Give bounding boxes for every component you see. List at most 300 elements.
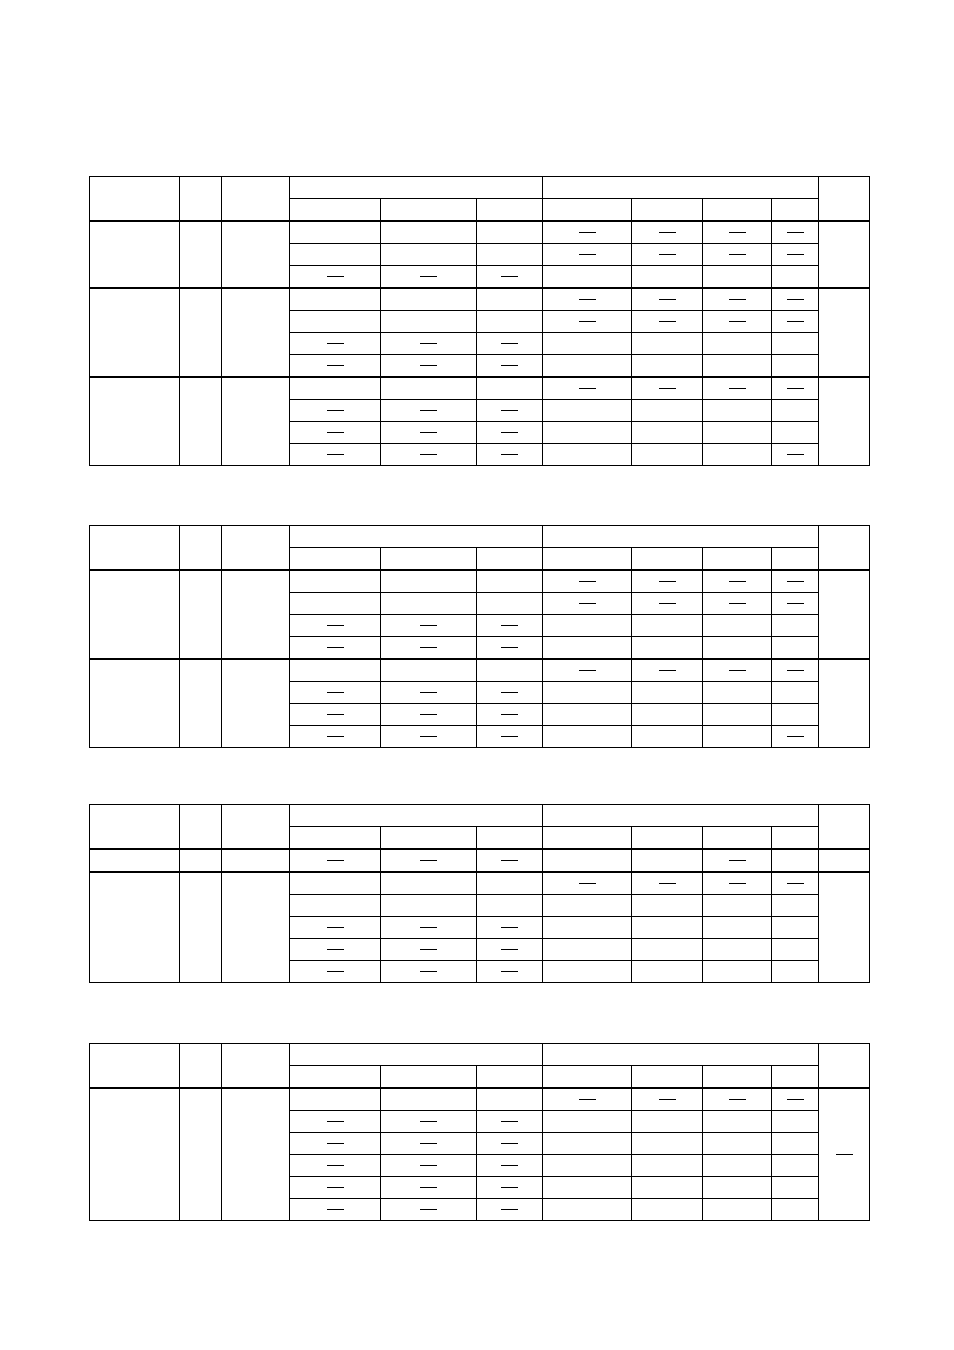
table-cell: [477, 1111, 543, 1133]
table-cell: [543, 1088, 632, 1111]
table-cell: [632, 266, 703, 289]
subheader-cell: [290, 199, 381, 222]
table-cell: [381, 266, 477, 289]
table-cell: [632, 849, 703, 872]
table-cell: [632, 682, 703, 704]
table-row: [90, 659, 870, 682]
table-cell: [477, 849, 543, 872]
group-label-cell: [90, 659, 180, 748]
table-cell: [477, 872, 543, 895]
dash-mark: [501, 625, 518, 626]
table-cell: [290, 637, 381, 660]
table-cell: [772, 872, 819, 895]
group-label-cell: [90, 570, 180, 659]
table-cell: [477, 895, 543, 917]
header-cell: [90, 1044, 180, 1089]
dash-mark: [787, 581, 804, 582]
table-cell: [543, 849, 632, 872]
table-cell: [632, 704, 703, 726]
table-cell: [477, 422, 543, 444]
table-cell: [290, 961, 381, 983]
dash-mark: [729, 299, 746, 300]
dash-mark: [420, 625, 437, 626]
group-label-cell: [222, 377, 290, 466]
table-cell: [381, 244, 477, 266]
group-label-cell: [90, 288, 180, 377]
table-cell: [632, 288, 703, 311]
table-cell: [543, 637, 632, 660]
dash-mark: [327, 432, 344, 433]
dash-mark: [501, 454, 518, 455]
table-cell: [290, 895, 381, 917]
group-label-cell: [222, 570, 290, 659]
table-cell: [477, 221, 543, 244]
dash-mark: [729, 254, 746, 255]
subheader-cell: [703, 1066, 772, 1089]
table-cell: [632, 872, 703, 895]
table-cell: [477, 682, 543, 704]
table-cell: [290, 311, 381, 333]
group-label-cell: [180, 288, 222, 377]
table-cell: [381, 659, 477, 682]
table-cell: [772, 939, 819, 961]
dash-mark: [579, 254, 596, 255]
group-label-cell: [180, 1088, 222, 1221]
dash-mark: [501, 927, 518, 928]
table-cell: [381, 221, 477, 244]
table-cell: [381, 682, 477, 704]
dash-mark: [579, 670, 596, 671]
group-label-cell: [180, 659, 222, 748]
table-cell: [290, 422, 381, 444]
dash-mark: [659, 883, 676, 884]
dash-mark: [420, 860, 437, 861]
table-cell: [381, 1133, 477, 1155]
table-cell: [477, 659, 543, 682]
subheader-cell: [477, 1066, 543, 1089]
table-cell: [381, 1155, 477, 1177]
table-cell: [381, 895, 477, 917]
table-cell: [477, 355, 543, 378]
subheader-cell: [772, 827, 819, 850]
table-cell: [772, 849, 819, 872]
table-cell: [381, 444, 477, 466]
dash-mark: [579, 883, 596, 884]
dash-mark: [327, 971, 344, 972]
table-cell: [543, 1133, 632, 1155]
dash-mark: [787, 670, 804, 671]
header-cell: [180, 177, 222, 222]
dash-mark: [501, 1121, 518, 1122]
table-cell: [290, 244, 381, 266]
dash-mark: [420, 1121, 437, 1122]
subheader-cell: [703, 199, 772, 222]
header-group-cell: [543, 177, 819, 199]
table-cell: [703, 1199, 772, 1221]
table-cell: [703, 1088, 772, 1111]
table-cell: [543, 917, 632, 939]
dash-mark: [420, 1187, 437, 1188]
table-cell: [632, 637, 703, 660]
table-cell: [290, 682, 381, 704]
dash-mark: [420, 276, 437, 277]
dash-mark: [327, 276, 344, 277]
dash-mark: [659, 388, 676, 389]
table-cell: [543, 377, 632, 400]
table-cell: [290, 444, 381, 466]
group-remark-cell: [819, 849, 870, 872]
subheader-cell: [477, 827, 543, 850]
header-group-cell: [290, 805, 543, 827]
table-cell: [290, 615, 381, 637]
subheader-cell: [290, 827, 381, 850]
table-cell: [290, 221, 381, 244]
data-table-1: [89, 176, 870, 466]
group-label-cell: [180, 221, 222, 288]
table-cell: [290, 377, 381, 400]
dash-mark: [501, 410, 518, 411]
table-cell: [290, 872, 381, 895]
dash-mark: [659, 232, 676, 233]
table-cell: [477, 244, 543, 266]
table-cell: [772, 593, 819, 615]
table-cell: [703, 288, 772, 311]
header-cell: [819, 1044, 870, 1089]
table-cell: [381, 570, 477, 593]
table-cell: [477, 570, 543, 593]
table-cell: [381, 1177, 477, 1199]
header-cell: [222, 177, 290, 222]
header-group-cell: [543, 805, 819, 827]
table-cell: [772, 1177, 819, 1199]
header-row: [90, 177, 870, 199]
table-cell: [290, 1088, 381, 1111]
header-cell: [90, 177, 180, 222]
subheader-cell: [632, 827, 703, 850]
table-cell: [772, 1133, 819, 1155]
table-cell: [381, 333, 477, 355]
subheader-cell: [477, 548, 543, 571]
group-label-cell: [180, 570, 222, 659]
dash-mark: [787, 299, 804, 300]
table-cell: [477, 726, 543, 748]
subheader-cell: [477, 199, 543, 222]
group-label-cell: [222, 872, 290, 983]
table-cell: [703, 849, 772, 872]
header-group-cell: [290, 177, 543, 199]
table-cell: [290, 266, 381, 289]
group-label-cell: [222, 849, 290, 872]
table-cell: [703, 266, 772, 289]
table-cell: [381, 939, 477, 961]
subheader-cell: [290, 1066, 381, 1089]
table-cell: [381, 637, 477, 660]
header-group-cell: [290, 1044, 543, 1066]
table-cell: [703, 244, 772, 266]
table-cell: [381, 726, 477, 748]
table-cell: [290, 704, 381, 726]
table-cell: [290, 849, 381, 872]
dash-mark: [659, 670, 676, 671]
table-cell: [703, 704, 772, 726]
table-cell: [543, 221, 632, 244]
table-cell: [543, 872, 632, 895]
dash-mark: [501, 1165, 518, 1166]
subheader-cell: [772, 199, 819, 222]
dash-mark: [420, 971, 437, 972]
table-cell: [632, 422, 703, 444]
header-group-cell: [543, 1044, 819, 1066]
table-cell: [772, 221, 819, 244]
header-group-cell: [543, 526, 819, 548]
dash-mark: [501, 692, 518, 693]
dash-mark: [659, 254, 676, 255]
table-cell: [381, 704, 477, 726]
table-cell: [290, 333, 381, 355]
dash-mark: [729, 670, 746, 671]
table-cell: [381, 1111, 477, 1133]
dash-mark: [327, 1143, 344, 1144]
table-cell: [632, 1199, 703, 1221]
table-cell: [772, 444, 819, 466]
dash-mark: [420, 647, 437, 648]
table-cell: [703, 1133, 772, 1155]
table-cell: [477, 311, 543, 333]
table-cell: [477, 615, 543, 637]
table-cell: [632, 444, 703, 466]
subheader-cell: [543, 199, 632, 222]
dash-mark: [729, 603, 746, 604]
table-cell: [381, 961, 477, 983]
subheader-cell: [381, 548, 477, 571]
table-cell: [703, 961, 772, 983]
table-cell: [543, 570, 632, 593]
header-cell: [180, 526, 222, 571]
table-cell: [772, 333, 819, 355]
table-cell: [381, 288, 477, 311]
dash-mark: [659, 1099, 676, 1100]
table-row: [90, 849, 870, 872]
table-cell: [772, 895, 819, 917]
dash-mark: [420, 454, 437, 455]
table-cell: [703, 615, 772, 637]
table-cell: [543, 400, 632, 422]
subheader-cell: [543, 548, 632, 571]
table-cell: [543, 1111, 632, 1133]
table-cell: [772, 637, 819, 660]
table-cell: [543, 1155, 632, 1177]
dash-mark: [327, 860, 344, 861]
table-cell: [381, 593, 477, 615]
dash-mark: [787, 1099, 804, 1100]
table-cell: [477, 266, 543, 289]
dash-mark: [327, 1209, 344, 1210]
table-cell: [772, 704, 819, 726]
dash-mark: [327, 1187, 344, 1188]
group-label-cell: [90, 377, 180, 466]
table-cell: [543, 311, 632, 333]
group-label-cell: [180, 872, 222, 983]
table-cell: [703, 570, 772, 593]
table-cell: [477, 704, 543, 726]
table-cell: [477, 377, 543, 400]
table-cell: [477, 1133, 543, 1155]
table-cell: [543, 444, 632, 466]
table-cell: [632, 1088, 703, 1111]
table-cell: [703, 939, 772, 961]
dash-mark: [579, 321, 596, 322]
table-cell: [290, 1111, 381, 1133]
dash-mark: [420, 365, 437, 366]
table-cell: [381, 1199, 477, 1221]
dash-mark: [501, 1187, 518, 1188]
subheader-cell: [381, 199, 477, 222]
subheader-cell: [772, 1066, 819, 1089]
group-label-cell: [222, 659, 290, 748]
table-cell: [703, 659, 772, 682]
table-cell: [543, 288, 632, 311]
table-cell: [772, 1155, 819, 1177]
header-row: [90, 805, 870, 827]
table-cell: [381, 917, 477, 939]
group-label-cell: [222, 221, 290, 288]
header-cell: [90, 526, 180, 571]
group-label-cell: [90, 849, 180, 872]
table-cell: [290, 726, 381, 748]
dash-mark: [327, 410, 344, 411]
table-cell: [772, 377, 819, 400]
table-cell: [290, 1155, 381, 1177]
table-cell: [632, 244, 703, 266]
dash-mark: [501, 860, 518, 861]
dash-mark: [501, 714, 518, 715]
dash-mark: [787, 454, 804, 455]
table-cell: [381, 1088, 477, 1111]
data-table-3: [89, 804, 870, 983]
table-cell: [703, 422, 772, 444]
header-cell: [819, 177, 870, 222]
table-cell: [772, 288, 819, 311]
dash-mark: [579, 388, 596, 389]
table-cell: [290, 288, 381, 311]
table-cell: [290, 1199, 381, 1221]
table-cell: [703, 637, 772, 660]
table-cell: [477, 1088, 543, 1111]
table-cell: [703, 726, 772, 748]
dash-mark: [420, 736, 437, 737]
table-cell: [477, 593, 543, 615]
subheader-cell: [543, 1066, 632, 1089]
dash-mark: [787, 603, 804, 604]
group-label-cell: [90, 872, 180, 983]
table-cell: [632, 400, 703, 422]
table-cell: [772, 1088, 819, 1111]
group-label-cell: [90, 1088, 180, 1221]
table-cell: [543, 615, 632, 637]
dash-mark: [787, 883, 804, 884]
table-row: [90, 221, 870, 244]
table-cell: [381, 872, 477, 895]
table-cell: [772, 311, 819, 333]
dash-mark: [729, 232, 746, 233]
subheader-cell: [772, 548, 819, 571]
dash-mark: [501, 647, 518, 648]
dash-mark: [420, 343, 437, 344]
table-cell: [543, 726, 632, 748]
dash-mark: [327, 736, 344, 737]
table-cell: [772, 917, 819, 939]
table-cell: [543, 659, 632, 682]
table-cell: [772, 615, 819, 637]
dash-mark: [327, 949, 344, 950]
dash-mark: [659, 603, 676, 604]
header-group-cell: [290, 526, 543, 548]
dash-mark: [420, 949, 437, 950]
dash-mark: [579, 232, 596, 233]
table-cell: [381, 400, 477, 422]
table-cell: [381, 615, 477, 637]
header-cell: [222, 805, 290, 850]
table-row: [90, 377, 870, 400]
table-cell: [477, 939, 543, 961]
table-cell: [543, 1177, 632, 1199]
table-cell: [772, 961, 819, 983]
dash-mark: [420, 410, 437, 411]
table-cell: [703, 593, 772, 615]
dash-mark: [787, 388, 804, 389]
dash-mark: [327, 343, 344, 344]
dash-mark: [729, 1099, 746, 1100]
table-cell: [543, 1199, 632, 1221]
table-cell: [703, 400, 772, 422]
table-cell: [290, 593, 381, 615]
subheader-cell: [290, 548, 381, 571]
table-row: [90, 1088, 870, 1111]
subheader-cell: [543, 827, 632, 850]
table-cell: [632, 917, 703, 939]
table-cell: [772, 1199, 819, 1221]
table-row: [90, 288, 870, 311]
subheader-cell: [381, 827, 477, 850]
table-cell: [290, 1177, 381, 1199]
table-cell: [632, 659, 703, 682]
table-cell: [772, 266, 819, 289]
group-remark-cell: [819, 1088, 870, 1221]
header-row: [90, 526, 870, 548]
dash-mark: [420, 714, 437, 715]
dash-mark: [729, 388, 746, 389]
group-remark-cell: [819, 221, 870, 288]
table-cell: [772, 244, 819, 266]
table-cell: [290, 1133, 381, 1155]
table-cell: [703, 895, 772, 917]
table-cell: [477, 400, 543, 422]
dash-mark: [501, 736, 518, 737]
header-cell: [222, 1044, 290, 1089]
table-cell: [543, 682, 632, 704]
dash-mark: [501, 365, 518, 366]
dash-mark: [579, 603, 596, 604]
table-cell: [772, 726, 819, 748]
table-cell: [290, 400, 381, 422]
table-cell: [632, 1155, 703, 1177]
table-cell: [632, 961, 703, 983]
group-remark-cell: [819, 570, 870, 659]
dash-mark: [420, 432, 437, 433]
table-cell: [772, 570, 819, 593]
table-cell: [772, 1111, 819, 1133]
dash-mark: [787, 254, 804, 255]
